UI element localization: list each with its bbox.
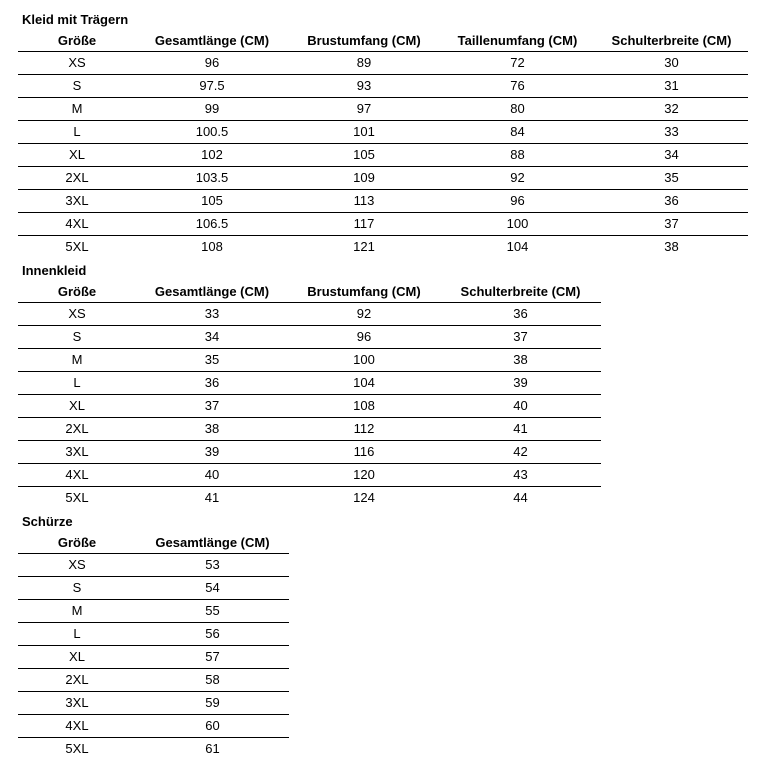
table-row — [18, 464, 601, 487]
size-table — [18, 30, 748, 258]
cell-size: 3XL — [18, 441, 136, 464]
table-row — [18, 98, 748, 121]
cell-size: 2XL — [18, 418, 136, 441]
cell-total-length: 34 — [136, 326, 288, 349]
cell-size: XL — [18, 395, 136, 418]
table-row — [18, 487, 601, 510]
cell-shoulder: 32 — [595, 98, 748, 121]
table-row — [18, 715, 289, 738]
table-row — [18, 623, 289, 646]
cell-size: 4XL — [18, 213, 136, 236]
cell-total-length: 61 — [205, 741, 220, 756]
cell-size: M — [18, 349, 136, 372]
cell-shoulder: 33 — [595, 121, 748, 144]
cell-size: 3XL — [18, 692, 136, 715]
cell-total-length: 53 — [136, 554, 289, 577]
cell-waist: 104 — [506, 239, 529, 254]
table-row — [18, 75, 748, 98]
table-title: Innenkleid — [22, 263, 87, 278]
cell-total-length: 37 — [136, 395, 288, 418]
cell-total-length: 100.5 — [136, 121, 288, 144]
cell-size: L — [18, 623, 136, 646]
cell-shoulder: 35 — [595, 167, 748, 190]
cell-bust: 113 — [288, 190, 440, 213]
cell-total-length: 38 — [136, 418, 288, 441]
table-row — [18, 441, 601, 464]
cell-size: S — [18, 326, 136, 349]
table-row — [18, 554, 289, 577]
cell-total-length: 102 — [136, 144, 288, 167]
cell-size: XL — [18, 144, 136, 167]
cell-waist: 76 — [440, 75, 595, 98]
cell-size: 5XL — [65, 239, 89, 254]
table-row — [18, 213, 748, 236]
cell-total-length: 55 — [136, 600, 289, 623]
cell-bust: 112 — [288, 418, 440, 441]
table-row — [18, 236, 748, 259]
header-row — [18, 532, 289, 554]
cell-waist: 92 — [440, 167, 595, 190]
header-total-length: Gesamtlänge (CM) — [136, 532, 289, 554]
table-row — [18, 600, 289, 623]
cell-waist: 84 — [440, 121, 595, 144]
cell-size: 2XL — [18, 167, 136, 190]
header-waist: Taillenumfang (CM) — [440, 30, 595, 52]
size-table — [18, 532, 289, 760]
cell-size: 5XL — [65, 490, 89, 505]
cell-total-length: 58 — [136, 669, 289, 692]
cell-total-length: 97.5 — [136, 75, 288, 98]
cell-total-length: 40 — [136, 464, 288, 487]
cell-shoulder: 36 — [440, 303, 601, 326]
cell-total-length: 54 — [136, 577, 289, 600]
cell-waist: 96 — [440, 190, 595, 213]
size-table-kleid-mit-traegern — [18, 10, 748, 258]
cell-shoulder: 31 — [595, 75, 748, 98]
cell-waist: 72 — [440, 52, 595, 75]
table-title: Schürze — [22, 514, 73, 529]
cell-shoulder: 37 — [595, 213, 748, 236]
cell-size: 4XL — [18, 715, 136, 738]
table-row — [18, 121, 748, 144]
cell-size: M — [18, 98, 136, 121]
cell-waist: 100 — [440, 213, 595, 236]
cell-total-length: 56 — [136, 623, 289, 646]
cell-total-length: 106.5 — [136, 213, 288, 236]
cell-size: XS — [18, 52, 136, 75]
cell-size: S — [18, 577, 136, 600]
cell-shoulder: 44 — [513, 490, 528, 505]
size-table-innenkleid — [18, 261, 601, 509]
table-row — [18, 349, 601, 372]
table-row — [18, 692, 289, 715]
cell-size: 5XL — [65, 741, 89, 756]
cell-total-length: 99 — [136, 98, 288, 121]
table-row — [18, 669, 289, 692]
cell-total-length: 96 — [136, 52, 288, 75]
cell-bust: 108 — [288, 395, 440, 418]
table-row — [18, 190, 748, 213]
table-row — [18, 395, 601, 418]
header-shoulder: Schulterbreite (CM) — [440, 281, 601, 303]
cell-bust: 104 — [288, 372, 440, 395]
table-row — [18, 326, 601, 349]
size-table — [18, 281, 601, 509]
cell-bust: 93 — [288, 75, 440, 98]
cell-total-length: 35 — [136, 349, 288, 372]
cell-total-length: 39 — [136, 441, 288, 464]
cell-bust: 116 — [288, 441, 440, 464]
cell-size: XL — [18, 646, 136, 669]
cell-waist: 88 — [440, 144, 595, 167]
header-row — [18, 281, 601, 303]
cell-bust: 105 — [288, 144, 440, 167]
cell-bust: 101 — [288, 121, 440, 144]
cell-total-length: 36 — [136, 372, 288, 395]
cell-shoulder: 43 — [440, 464, 601, 487]
cell-total-length: 108 — [201, 239, 223, 254]
cell-total-length: 59 — [136, 692, 289, 715]
cell-total-length: 33 — [136, 303, 288, 326]
cell-shoulder: 39 — [440, 372, 601, 395]
cell-shoulder: 40 — [440, 395, 601, 418]
cell-total-length: 103.5 — [136, 167, 288, 190]
cell-shoulder: 37 — [440, 326, 601, 349]
cell-size: 2XL — [18, 669, 136, 692]
table-row — [18, 144, 748, 167]
cell-shoulder: 36 — [595, 190, 748, 213]
cell-size: L — [18, 372, 136, 395]
cell-bust: 96 — [288, 326, 440, 349]
table-row — [18, 646, 289, 669]
header-shoulder: Schulterbreite (CM) — [595, 30, 748, 52]
cell-size: XS — [18, 554, 136, 577]
table-row — [18, 372, 601, 395]
header-size: Größe — [18, 532, 136, 554]
header-size: Größe — [18, 30, 136, 52]
cell-bust: 121 — [353, 239, 375, 254]
cell-size: 4XL — [18, 464, 136, 487]
cell-waist: 80 — [440, 98, 595, 121]
cell-shoulder: 41 — [440, 418, 601, 441]
table-row — [18, 577, 289, 600]
table-row — [18, 738, 289, 761]
header-bust: Brustumfang (CM) — [288, 281, 440, 303]
cell-bust: 117 — [288, 213, 440, 236]
cell-shoulder: 34 — [595, 144, 748, 167]
cell-size: M — [18, 600, 136, 623]
cell-bust: 120 — [288, 464, 440, 487]
cell-total-length: 105 — [136, 190, 288, 213]
cell-total-length: 57 — [136, 646, 289, 669]
header-bust: Brustumfang (CM) — [288, 30, 440, 52]
header-total-length: Gesamtlänge (CM) — [136, 281, 288, 303]
header-row — [18, 30, 748, 52]
cell-bust: 109 — [288, 167, 440, 190]
cell-size: XS — [18, 303, 136, 326]
header-size: Größe — [18, 281, 136, 303]
cell-bust: 89 — [288, 52, 440, 75]
cell-shoulder: 38 — [664, 239, 679, 254]
table-row — [18, 167, 748, 190]
cell-shoulder: 30 — [595, 52, 748, 75]
cell-total-length: 41 — [204, 490, 220, 505]
table-row — [18, 418, 601, 441]
cell-bust: 124 — [353, 490, 375, 505]
table-row — [18, 303, 601, 326]
cell-shoulder: 38 — [440, 349, 601, 372]
cell-shoulder: 42 — [440, 441, 601, 464]
cell-size: 3XL — [18, 190, 136, 213]
table-title: Kleid mit Trägern — [22, 12, 129, 27]
cell-bust: 97 — [288, 98, 440, 121]
header-total-length: Gesamtlänge (CM) — [136, 30, 288, 52]
cell-bust: 92 — [288, 303, 440, 326]
cell-total-length: 60 — [136, 715, 289, 738]
cell-size: S — [18, 75, 136, 98]
cell-size: L — [18, 121, 136, 144]
size-table-schuerze — [18, 512, 289, 760]
table-row — [18, 52, 748, 75]
cell-bust: 100 — [288, 349, 440, 372]
